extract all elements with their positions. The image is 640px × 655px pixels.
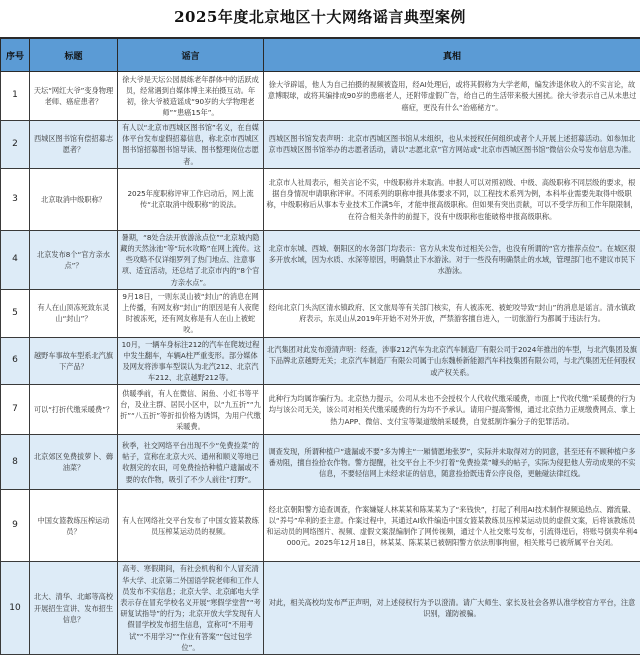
cell-title: 北大、清华、北邮等高校开展招生宣讲、发布招生信息？ [30, 562, 118, 655]
table-row [1, 490, 640, 562]
cell-rumor: 高考、寒假期间，有社会机构和个人冒充清华大学、北京第二外国语学院老师和工作人员发布不实信息；北京大学、北京邮电大学表示存在冒充学校名义开展“寒假学堂营”“考研复试指导”的行为；北京开放大学发现有人假冒学校发布招生信息，宣称可“不用考试”“不用学习”“作业有答案”“包过包学位”。 [118, 562, 264, 655]
cell-rumor: 10月，一辆车身标注212的汽车在爬坡过程中发生翻车，车辆A柱严重变形。部分媒体及网友将涉事车型误认为北汽212、北京汽车212、北京越野212等。 [118, 337, 264, 385]
cell-truth: 经向北京门头沟区清水镇政府、区文旅局等有关部门核实，有人被冻死、被蛇咬导致“封山”的消息是谣言。清水镇政府表示，东灵山从2019年开始不对外开放，严禁游客擅自进入，一切旅游行为都属于违法行为。 [264, 289, 640, 337]
cell-rumor: 2025年度职称评审工作启动后，网上流传“北京取消中级职称”的说法。 [118, 168, 264, 230]
cell-title: 北京发布8个“官方亲水点”？ [30, 230, 118, 289]
cell-truth: 西城区图书馆发表声明：北京市西城区图书馆从未组织，也从未授权任何组织或者个人开展上述招募活动。如参加北京市西城区图书馆举办的志愿者活动，请以“志愿北京”官方网站或“北京市西城区图书馆”微信公众号发布信息为准。 [264, 121, 640, 169]
cell-seq: 5 [1, 289, 30, 337]
cell-seq: 2 [1, 121, 30, 169]
cell-rumor: 有人在网络社交平台发布了中国女篮某教练员压榨某运动员的视频。 [118, 490, 264, 562]
table-header-row [1, 38, 640, 72]
cell-seq: 1 [1, 72, 30, 121]
cell-truth: 经北京朝阳警方追查调查，作案嫌疑人林某某和陈某某为了“来钱快”，打起了利用AI技术制作视频追热点、蹭流量、以“养号”牟利的歪主意。作案过程中，其通过AI软件编造中国女篮某教练员压榨某运动员的虚假文案，后将该教练员和运动员的网络图片、视频、虚假文案混编制作了网传视频，通过个人社交账号发布，引流得逞后，将账号倒卖牟利4000元。2025年12月18日，林某某、陈某某已被朝阳警方依法刑事拘留，相关账号已被所属平台关闭。 [264, 490, 640, 562]
cell-rumor: 秋季，社交网络平台出现不少“免费捡菜”的帖子，宣称在北京大兴、通州和顺义等地已收割完的农田，可免费捡拾种植户遗漏或不要的农作物，吸引了不少人前往“打野”。 [118, 435, 264, 490]
cell-seq: 6 [1, 337, 30, 385]
cell-title: 中国女篮教练压榨运动员？ [30, 490, 118, 562]
table-row [1, 385, 640, 435]
table-row [1, 72, 640, 121]
cell-seq: 3 [1, 168, 30, 230]
table-row [1, 337, 640, 385]
table-row [1, 168, 640, 230]
header-truth: 真相 [264, 38, 640, 72]
cell-truth: 北京市人社局表示，相关言论不实，中级职称并未取消。申报人可以对照初级、中级、高级职称不同层级的要求，根据自身情况申请职称评审。不同系列的职称申报具体要求不同，以工程技术系列为例，本科毕业需要先取得中级职称，中级职称后从事本专业技术工作满5年，才能申报高级职称。但如果有突出贡献，可以不受学历和工作年限限制，在符合相关条件的前提下，没有中级职称也能破格申报高级职称。 [264, 168, 640, 230]
cell-seq: 7 [1, 385, 30, 435]
header-seq: 序号 [1, 38, 30, 72]
rumor-cases-table [0, 37, 640, 655]
cell-title: 越野车事故车型系北汽旗下产品？ [30, 337, 118, 385]
cell-seq: 10 [1, 562, 30, 655]
cell-rumor: 暑期，“8处合法开放游泳点位”“北京城内隐藏的天然泳池”等“玩水攻略”在网上流传。这些攻略不仅详细罗列了热门地点、注意事项、适宜活动，还总结了北京市内的“8个官方亲水点”。 [118, 230, 264, 289]
cell-rumor: 有人以“北京市西城区图书馆”名义，在自媒体平台发布虚假招募信息，称北京市西城区图书馆招募图书馆导读、图书整理岗位志愿者。 [118, 121, 264, 169]
cell-title: 北京郊区免费拔萝卜、薅油菜？ [30, 435, 118, 490]
cell-title: 可以“打折代缴采暖费”？ [30, 385, 118, 435]
cell-seq: 4 [1, 230, 30, 289]
cell-truth: 对此，相关高校均发布严正声明，对上述侵权行为予以澄清。请广大师生、家长及社会各界认准学校官方平台，注意识别，谨防被骗。 [264, 562, 640, 655]
page-title: 2025年度北京地区十大网络谣言典型案例 [0, 0, 640, 37]
header-title: 标题 [30, 38, 118, 72]
cell-rumor: 徐大爷是天坛公园晨练老年群体中的活跃成员，经常遇到自媒体博主来拍摄互动。年初，徐大爷被造谣成“90岁的大学物理老师”“患癌15年”。 [118, 72, 264, 121]
cell-truth: 此种行为均属诈骗行为。北京热力提示，公司从未也不会授权个人代收代缴采暖费，市面上“代收代缴”采暖费的行为均与该公司无关，该公司对相关代缴采暖费的行为均不予承认。请用户提高警惕，通过北京热力正规缴费网点、掌上热力APP、微信、支付宝等渠道缴纳采暖费，自觉抵制诈骗分子的犯罪活动。 [264, 385, 640, 435]
cell-seq: 9 [1, 490, 30, 562]
table-row [1, 289, 640, 337]
table-row [1, 230, 640, 289]
cell-title: 北京取消中级职称？ [30, 168, 118, 230]
cell-truth: 北汽集团对此发布澄清声明：经查，涉事212汽车为北京汽车制造厂有限公司于2024年推出的车型，与北汽集团及旗下品牌北京越野无关；北京汽车制造厂有限公司属于山东魏桥新能源汽车科技集团有限公司，与北汽集团无任何股权或产权关系。 [264, 337, 640, 385]
table-row [1, 435, 640, 490]
cell-title: 天坛“网红大爷”变身物理老师、癌症患者？ [30, 72, 118, 121]
cell-truth: 徐大爷辟谣，他人为自己拍摄的视频被盗用，经AI处理后，或将其假称为大学老师，编发涉退休收入的不实言论，故意博眼球，或将其编排成90岁的患癌老人，还附带虚假广告，给自己的生活带来极大困扰。徐大爷表示自己从未患过癌症，更没有什么“治癌秘方”。 [264, 72, 640, 121]
cell-rumor: 供暖季前，有人在微信、闲鱼、小红书等平台，及业主群、居民小区中，以“九五折”“九折”“八五折”等折扣价格为诱饵，为用户代缴采暖费。 [118, 385, 264, 435]
cell-rumor: 9月18日，一则东灵山被“封山”的消息在网上传播，有网友称“封山”的原因是有人夜爬时被冻死，还有网友称是有人在山上被蛇咬。 [118, 289, 264, 337]
cell-truth: 调查发现，所谓种植户“遗漏或不要”多为博主“一厢情愿地张罗”，实际并未取得对方的同意，甚至还有不顾种植户多番劝阻，擅自捡拾农作物。警方提醒，社交平台上不少打着“免费捡菜”噱头的帖子，实际为侵犯他人劳动成果的不实信息，不要轻信网上未经求证的信息，随意捡拾既违背公序良俗，更触碰法律红线。 [264, 435, 640, 490]
cell-title: 有人在山顶冻死致东灵山“封山”？ [30, 289, 118, 337]
table-row [1, 121, 640, 169]
table-row [1, 562, 640, 655]
cell-title: 西城区图书馆有偿招募志愿者？ [30, 121, 118, 169]
header-rumor: 谣言 [118, 38, 264, 72]
cell-truth: 北京市东城、西城、朝阳区的水务部门均表示：官方从未发布过相关公告，也没有所谓的“官方推荐点位”。在城区很多开放水域，因为水质、水深等原因，明确禁止下水游泳。对于一些没有明确禁止的水域，管理部门也不建议市民下水游泳。 [264, 230, 640, 289]
cell-seq: 8 [1, 435, 30, 490]
